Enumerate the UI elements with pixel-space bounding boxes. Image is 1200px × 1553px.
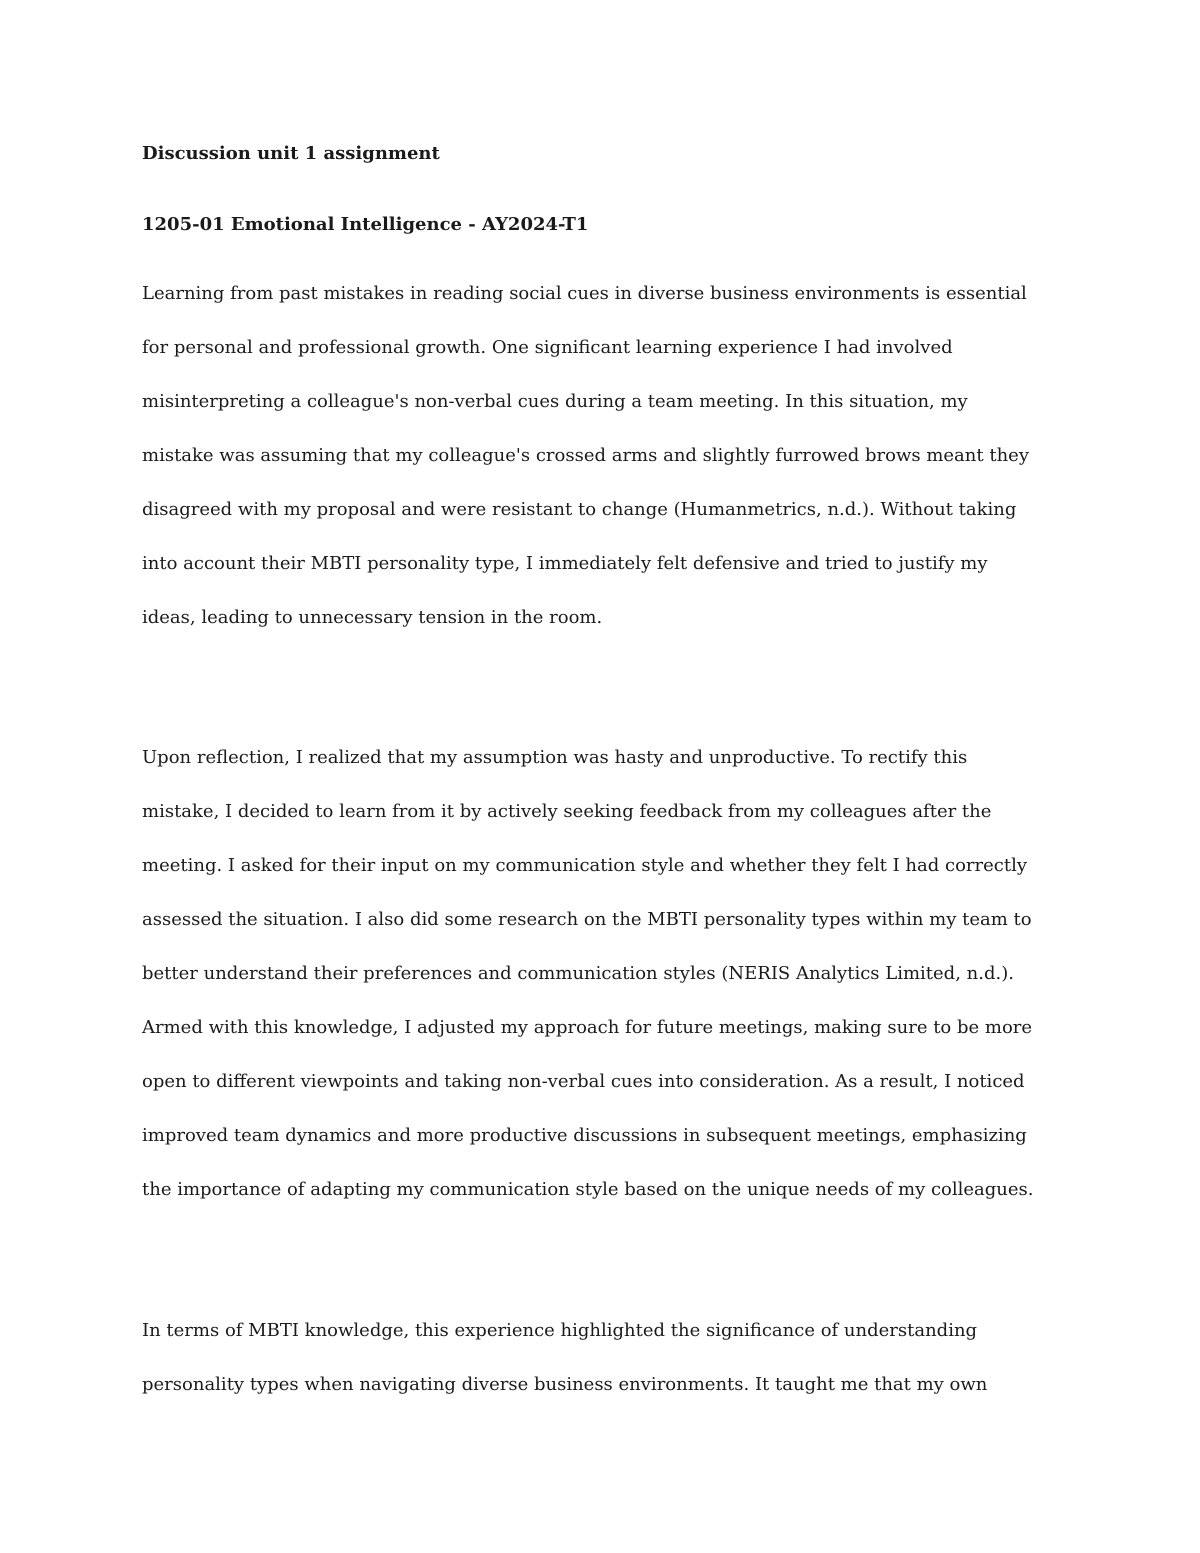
paragraph-1-line-3: misinterpreting a colleague's non-verbal cues during a team meeting. In this situation, my <box>142 391 968 412</box>
paragraph-1-line-1: Learning from past mistakes in reading social cues in diverse business environments is essential <box>142 283 1027 304</box>
paragraph-2-line-8: improved team dynamics and more productive discussions in subsequent meetings, emphasizing <box>142 1125 1027 1146</box>
course-heading: 1205-01 Emotional Intelligence - AY2024-T1 <box>142 214 589 235</box>
paragraph-3-line-2: personality types when navigating diverse business environments. It taught me that my own <box>142 1374 988 1395</box>
paragraph-2-line-7: open to different viewpoints and taking non-verbal cues into consideration. As a result, I noticed <box>142 1071 1025 1092</box>
paragraph-2-line-2: mistake, I decided to learn from it by actively seeking feedback from my colleagues after the <box>142 801 992 822</box>
paragraph-2-line-9: the importance of adapting my communication style based on the unique needs of my colleagues. <box>142 1179 1034 1200</box>
paragraph-2-line-5: better understand their preferences and communication styles (NERIS Analytics Limited, n.d.). <box>142 963 1014 984</box>
paragraph-3-line-1: In terms of MBTI knowledge, this experience highlighted the significance of understanding <box>142 1320 978 1341</box>
paragraph-2-line-1: Upon reflection, I realized that my assumption was hasty and unproductive. To rectify this <box>142 747 968 768</box>
paragraph-1-line-5: disagreed with my proposal and were resistant to change (Humanmetrics, n.d.). Without taking <box>142 499 1017 520</box>
paragraph-1-line-4: mistake was assuming that my colleague's crossed arms and slightly furrowed brows meant they <box>142 445 1029 466</box>
paragraph-2-line-3: meeting. I asked for their input on my communication style and whether they felt I had correctly <box>142 855 1028 876</box>
paragraph-1-line-7: ideas, leading to unnecessary tension in the room. <box>142 607 603 628</box>
paragraph-2-line-6: Armed with this knowledge, I adjusted my approach for future meetings, making sure to be more <box>142 1017 1033 1038</box>
document-title: Discussion unit 1 assignment <box>142 143 440 164</box>
paragraph-2-line-4: assessed the situation. I also did some research on the MBTI personality types within my team to <box>142 909 1032 930</box>
paragraph-1-line-6: into account their MBTI personality type, I immediately felt defensive and tried to justify my <box>142 553 988 574</box>
paragraph-1-line-2: for personal and professional growth. One significant learning experience I had involved <box>142 337 953 358</box>
